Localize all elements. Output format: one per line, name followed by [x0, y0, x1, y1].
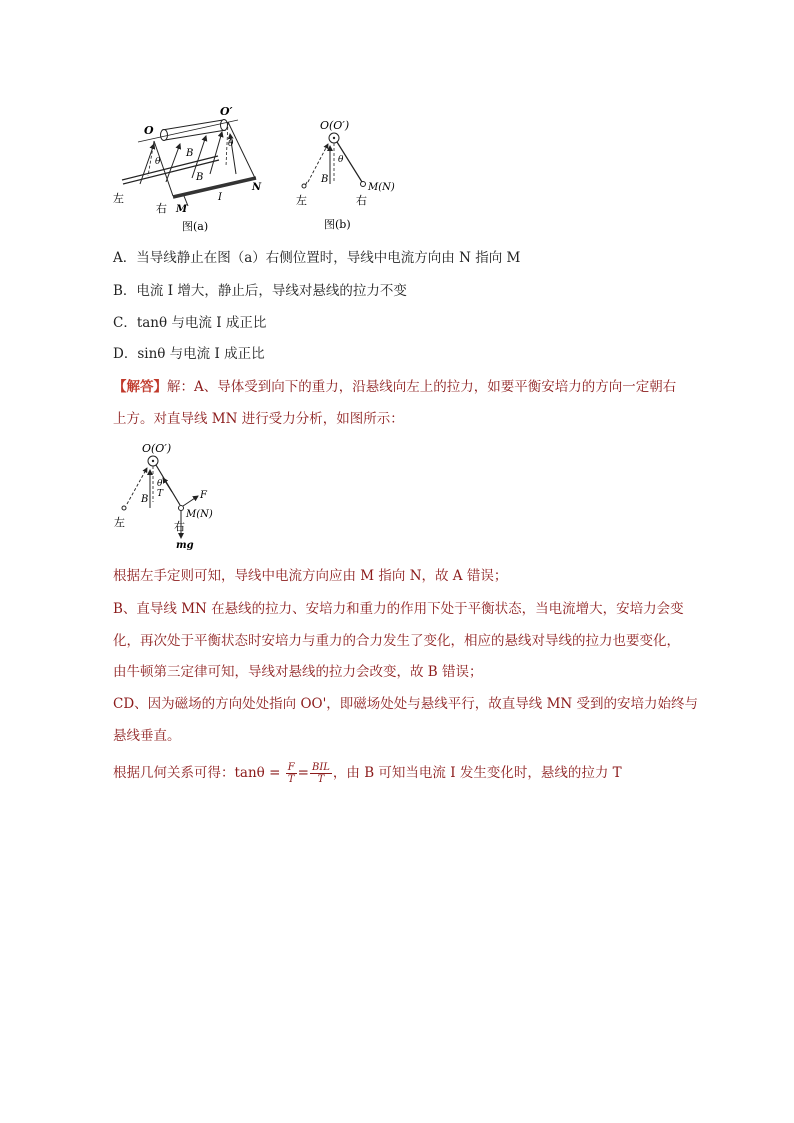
fig-b-label-B: B — [321, 174, 329, 185]
solution-line-9 — [113, 760, 622, 786]
solution-line-7: CD、因为磁场的方向处处指向 OO'，即磁场处处与悬线平行，故直导线 MN 受到的安培力始终与 — [113, 696, 699, 712]
fig-a-label-theta2: θ — [228, 139, 234, 149]
fig-c-label-B: B — [141, 494, 149, 505]
fraction-1-denominator: T — [287, 774, 295, 785]
solution-line-1-text: 解：A、导体受到向下的重力，沿悬线向左上的拉力，如要平衡安培力的方向一定朝右 — [167, 379, 677, 395]
fig-a-label-N: N — [252, 182, 262, 193]
solution-line-6: 由牛顿第三定律可知，导线对悬线的拉力会改变，故 B 错误； — [113, 664, 483, 680]
fig-c-label-right: 右 — [174, 520, 185, 533]
option-a: A．当导线静止在图（a）右侧位置时，导线中电流方向由 N 指向 M — [113, 250, 521, 266]
fig-c-label-theta: θ — [157, 479, 163, 489]
solution-line-3: 根据左手定则可知，导线中电流方向应由 M 指向 N，故 A 错误； — [113, 568, 508, 584]
option-b: B．电流 I 增大，静止后，导线对悬线的拉力不变 — [113, 283, 407, 299]
fig-a-caption: 图(a) — [182, 220, 209, 233]
solution-line-8: 悬线垂直。 — [113, 728, 181, 744]
fig-b-label-left: 左 — [296, 194, 307, 207]
solution-line-2: 上方。对直导线 MN 进行受力分析，如图所示： — [113, 411, 404, 427]
fraction-bil-over-t — [310, 762, 332, 785]
figure-force-diagram — [110, 436, 230, 558]
formula-suffix: ，由 B 可知当电流 I 发生变化时，悬线的拉力 T — [332, 765, 622, 781]
option-c: C．tanθ 与电流 I 成正比 — [113, 315, 267, 331]
fig-a-label-I: I — [218, 192, 222, 203]
fig-b-caption: 图(b) — [324, 218, 351, 231]
fig-b-label-O: O(O′) — [320, 119, 350, 132]
fig-a-label-B2: B — [196, 172, 204, 183]
solution-line-4: B、直导线 MN 在悬线的拉力、安培力和重力的作用下处于平衡状态，当电流增大，安培力会变 — [113, 601, 684, 617]
fig-c-label-F: F — [200, 490, 207, 501]
fig-b-label-right: 右 — [356, 194, 367, 207]
fig-a-label-theta: θ — [155, 157, 161, 167]
figure-b — [288, 112, 403, 234]
fig-c-label-mg: mg — [176, 540, 194, 551]
formula-prefix: 根据几何关系可得：tanθ = — [113, 765, 281, 781]
fig-c-label-MN: M(N) — [186, 509, 213, 520]
fig-b-label-MN: M(N) — [368, 182, 395, 193]
solution-line-5: 化，再次处于平衡状态时安培力与重力的合力发生了变化，相应的悬线对导线的拉力也要变化， — [113, 633, 680, 649]
solution-tag: 【解答】 — [113, 379, 167, 395]
fig-a-label-left: 左 — [113, 192, 124, 205]
solution-line-1 — [113, 377, 676, 397]
fig-a-label-O: O — [144, 124, 154, 137]
fig-a-label-M: M — [176, 204, 188, 215]
fraction-1-numerator: F — [287, 762, 295, 773]
fig-c-label-left: 左 — [114, 516, 125, 529]
fig-c-label-O: O(O′) — [142, 442, 172, 455]
formula-equals: = — [297, 765, 309, 781]
fraction-f-over-t — [286, 762, 297, 785]
fig-b-label-theta: θ — [338, 155, 344, 165]
fig-c-label-T: T — [157, 489, 164, 499]
fraction-2-numerator: BIL — [311, 762, 330, 773]
fig-a-label-O-prime: O′ — [220, 105, 233, 118]
fig-a-label-right: 右 — [156, 202, 167, 215]
figure-a — [110, 100, 280, 235]
fraction-2-denominator: T — [317, 774, 325, 785]
option-d: D．sinθ 与电流 I 成正比 — [113, 346, 265, 362]
fig-a-label-B1: B — [186, 148, 194, 159]
